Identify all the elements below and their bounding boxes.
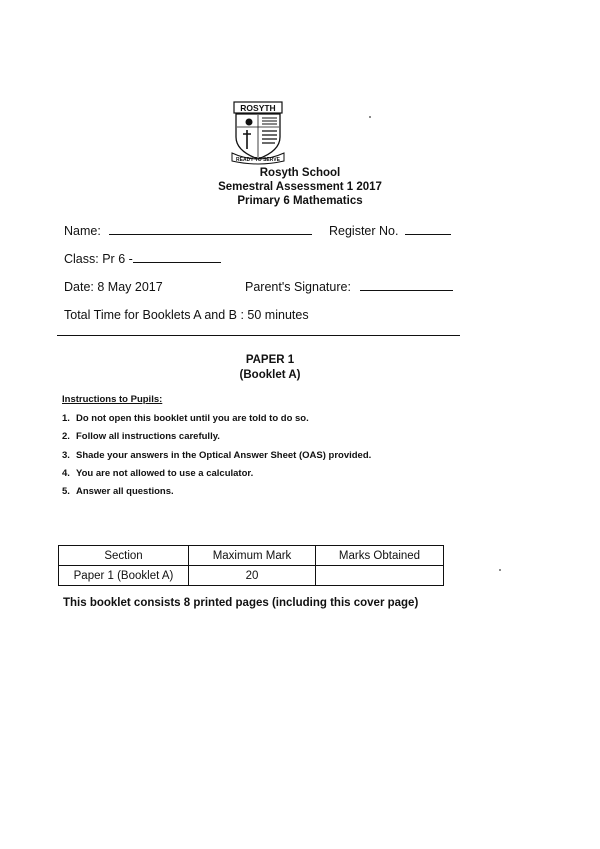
class-field bbox=[64, 252, 221, 266]
instructions-heading: Instructions to Pupils: bbox=[62, 394, 163, 405]
class-label: Class: bbox=[64, 252, 99, 266]
name-blank[interactable] bbox=[109, 233, 312, 235]
table-row bbox=[59, 566, 444, 586]
school-crest bbox=[231, 101, 285, 165]
header-section: Section bbox=[59, 546, 189, 566]
header-marks-obtained: Marks Obtained bbox=[316, 546, 444, 566]
paper-title: PAPER 1 bbox=[245, 354, 295, 366]
name-label: Name: bbox=[64, 224, 101, 238]
booklet-label: (Booklet A) bbox=[239, 369, 301, 381]
instruction-item: 3. Shade your answers in the Optical Answer Sheet (OAS) provided. bbox=[62, 449, 372, 461]
date-label: Date: bbox=[64, 280, 94, 294]
page-count-note: This booklet consists 8 printed pages (including this cover page) bbox=[63, 597, 419, 609]
marks-table bbox=[58, 545, 444, 586]
cell-marks-obtained[interactable] bbox=[316, 566, 444, 586]
subject-title: Primary 6 Mathematics bbox=[237, 195, 363, 207]
table-header-row bbox=[59, 546, 444, 566]
class-blank[interactable] bbox=[133, 261, 221, 263]
instruction-item: 4. You are not allowed to use a calculator. bbox=[62, 467, 254, 479]
crest-motto: READY TO SERVE bbox=[236, 157, 280, 163]
cell-max-mark: 20 bbox=[189, 566, 316, 586]
scan-speck bbox=[499, 569, 501, 571]
total-time: Total Time for Booklets A and B : 50 minutes bbox=[64, 308, 309, 322]
scan-speck bbox=[369, 116, 371, 118]
instruction-item: 1. Do not open this booklet until you are told to do so. bbox=[62, 413, 309, 424]
instruction-item: 2. Follow all instructions carefully. bbox=[62, 431, 220, 443]
cell-section: Paper 1 (Booklet A) bbox=[59, 566, 189, 586]
class-value: Pr 6 - bbox=[102, 252, 133, 266]
divider-rule bbox=[57, 335, 460, 336]
name-field bbox=[64, 224, 312, 238]
header-max-mark: Maximum Mark bbox=[189, 546, 316, 566]
school-name: Rosyth School bbox=[259, 167, 341, 179]
signature-blank[interactable] bbox=[360, 289, 453, 291]
instruction-item: 5. Answer all questions. bbox=[62, 486, 174, 498]
date-field bbox=[64, 280, 163, 294]
signature-field bbox=[245, 280, 453, 294]
register-field bbox=[329, 224, 451, 238]
assessment-title: Semestral Assessment 1 2017 bbox=[218, 181, 382, 193]
register-blank[interactable] bbox=[405, 233, 451, 235]
signature-label: Parent's Signature: bbox=[245, 280, 351, 294]
register-label: Register No. bbox=[329, 224, 399, 238]
instructions-list bbox=[62, 413, 371, 504]
date-value: 8 May 2017 bbox=[97, 280, 163, 294]
crest-top-text: ROSYTH bbox=[240, 103, 276, 113]
